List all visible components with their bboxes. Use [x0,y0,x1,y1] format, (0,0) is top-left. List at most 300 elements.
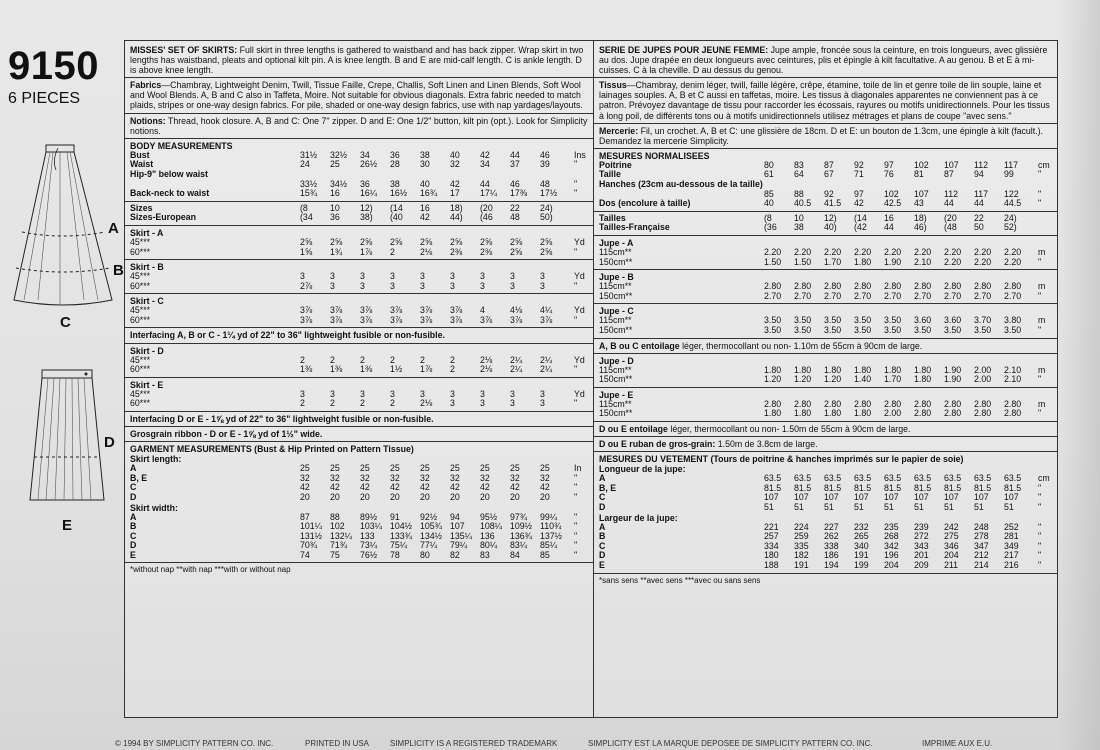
en-yardage-abc [130,228,588,329]
unit: " [1038,532,1042,542]
size-value: 191 [794,560,809,570]
size-value: 20 [540,492,550,502]
size-value [330,170,360,180]
size-value: 3⅞ [420,306,433,316]
measurement-row [130,238,592,248]
size-value: 1¾ [330,247,343,257]
size-value: 51 [824,503,834,512]
size-value: 1.50 [764,257,782,267]
en-sizes-table [130,204,592,223]
size-value: 180 [764,551,779,561]
measurement-row [599,542,1056,552]
size-value: 1½ [390,365,403,375]
size-value: 16¾ [420,189,438,199]
size-value: 1.80 [914,375,932,385]
skirt-yardage-table [599,400,1056,419]
size-value [824,180,854,190]
size-value: 102 [914,160,929,170]
envelope-edge-shadow [1058,0,1100,750]
size-value: 275 [944,532,959,542]
size-value: 17⅜ [510,189,528,199]
measurement-row [599,484,1056,494]
size-value: 107 [450,522,465,532]
size-value: 30 [420,160,430,170]
size-value: (42 [854,223,867,233]
size-value: 18) [450,203,463,213]
size-value: 97 [884,160,894,170]
size-value [974,180,1004,190]
size-value: 3 [480,272,485,282]
size-value: 107 [1004,493,1019,503]
size-value: 3⅞ [450,306,463,316]
size-value: 77¼ [420,541,438,551]
size-value: 80 [764,160,774,170]
fr-body-measurements-title: MESURES NORMALISEES [599,150,710,161]
size-value: 3⅞ [480,315,493,325]
unit [1034,214,1056,224]
size-value: 3 [510,399,515,409]
size-value: 2.10 [1004,375,1022,385]
unit: " [574,483,578,493]
measurement-row [130,541,592,551]
row-label: Hanches (23cm au-dessous de la taille) [599,180,763,190]
size-value: 209 [914,560,929,570]
measurement-row [130,365,592,375]
skirt-yardage-title: Jupe - B [599,272,634,283]
size-value: 81.5 [794,483,812,493]
size-value: 1.80 [824,365,842,375]
size-value: 262 [824,532,839,542]
size-value [914,180,944,190]
size-value: 50 [974,223,984,233]
size-value: 42 [510,483,520,493]
size-value: 3 [360,281,365,291]
row-label: 60*** [130,365,151,375]
skirt-yardage-title: Jupe - C [599,306,634,317]
size-value: 4 [480,306,485,316]
size-value: 32 [480,473,490,483]
skirt-yardage-table [599,282,1056,301]
size-value: 48 [540,179,550,189]
size-value: 107 [944,160,959,170]
size-value: 3.50 [824,325,842,335]
size-value: 63.5 [1004,474,1022,484]
measurement-row [130,180,592,190]
en-interfacing-de: Interfacing D or E - 1⅝ yd of 22" to 36" lightweight fusible or non-fusible. [130,413,434,424]
unit: " [1038,199,1042,209]
fr-yardage-abc [599,238,1052,339]
unit: " [1038,503,1042,512]
size-value: 32 [330,473,340,483]
size-value: 2.80 [914,399,932,409]
unit: In [574,464,582,474]
size-value: 44 [944,199,954,209]
skirt-yardage-table [130,356,592,375]
row-label [599,190,764,200]
unit: " [574,522,578,532]
size-value: 63.5 [764,474,782,484]
size-value: 51 [1004,503,1014,512]
size-value: 3 [390,389,395,399]
size-value: 40 [764,199,774,209]
skirt-yardage-title: Jupe - D [599,355,634,366]
size-value: 1.70 [824,257,842,267]
unit: " [574,541,578,551]
unit: Yd [574,389,585,399]
size-value: 12) [360,203,373,213]
size-value: 3.50 [1004,325,1022,335]
size-value: 25 [360,464,370,474]
size-value: 87 [824,160,834,170]
size-value: 2.20 [1004,248,1022,257]
fr-yardage-de [599,356,1052,422]
measurement-row [599,366,1056,376]
size-value: 3 [300,389,305,399]
size-value: 2.20 [764,248,782,257]
size-value: 1.70 [884,375,902,385]
size-value: 232 [854,522,869,532]
measurement-row [599,292,1056,302]
size-value: 268 [884,532,899,542]
size-value: 22 [974,213,984,223]
size-value: 3.50 [854,325,872,335]
size-value: 83 [480,550,490,560]
size-value: 25 [450,464,460,474]
size-value: 36 [330,213,340,223]
footer-copyright: © 1994 BY SIMPLICITY PATTERN CO. INC. [115,739,274,748]
size-value: (20 [480,203,493,213]
size-value: 10 [794,213,804,223]
measurement-row [599,316,1056,326]
measurement-row [130,213,592,223]
size-value: 99¼ [540,512,558,522]
size-value: 3 [510,272,515,282]
size-value: 87 [944,170,954,180]
skirt-yardage-table [130,390,592,409]
unit: " [574,512,578,522]
size-value: 3 [510,389,515,399]
size-value: 83 [794,160,804,170]
size-value: 71 [854,170,864,180]
unit: " [1038,493,1042,503]
size-value: 3.60 [944,316,962,326]
unit: " [1038,522,1042,532]
row-label: Hip-9" below waist [130,169,208,179]
footer-printed: PRINTED IN USA [305,739,370,748]
measurement-row [599,258,1056,268]
size-value: 278 [974,532,989,542]
size-value: 3⅞ [390,306,403,316]
measurement-row [599,326,1056,336]
en-length-table [130,464,592,502]
size-value: 204 [944,551,959,561]
size-value: 2⅜ [480,247,493,257]
size-value: 347 [974,541,989,551]
size-value: 2.80 [884,282,902,292]
size-value: 224 [794,522,809,532]
measurement-row [130,493,592,503]
size-value: 2⅝ [510,247,523,257]
size-value: (14 [854,213,867,223]
footer-trademark: SIMPLICITY IS A REGISTERED TRADEMARK [390,739,558,748]
size-value: 2.20 [944,257,962,267]
size-value: 85 [540,550,550,560]
size-value: 2⅝ [360,237,373,247]
measurement-row [130,282,592,292]
size-value: 44) [450,213,463,223]
size-value: 3 [420,389,425,399]
en-notions: Notions: Thread, hook closure. A, B and C: One 7" zipper. D and E: One 1/2" button, kilt pin (opt.). Look for Simplicity notions. [130,115,588,136]
size-value: 2.70 [764,291,782,301]
size-value: 63.5 [854,474,872,484]
size-value: 2⅝ [300,237,313,247]
size-value: 38 [420,150,430,160]
size-value: 64 [794,170,804,180]
unit: " [1038,541,1042,551]
measurement-row [599,180,1056,190]
size-value: 1.40 [854,375,872,385]
size-value: 38 [794,223,804,233]
fr-length-table [599,474,1056,512]
size-value: 217 [1004,551,1019,561]
row-label: A [130,464,137,474]
view-letter-e: E [62,517,73,534]
unit: Yd [574,272,585,282]
size-value: 74 [300,550,310,560]
size-value: 2 [300,355,305,365]
size-value: 252 [1004,522,1019,532]
row-label: C [130,483,137,493]
size-value: (8 [300,203,308,213]
size-value: 2.80 [824,399,842,409]
size-value: 1⅜ [300,365,313,375]
size-value: 107 [884,493,899,503]
measurement-row [599,375,1056,385]
size-value: 81.5 [1004,483,1022,493]
size-value: 2⅝ [480,237,493,247]
size-value: 32 [360,473,370,483]
size-value: 20 [510,492,520,502]
size-value: (46 [480,213,493,223]
size-value: 51 [764,503,774,512]
measurement-row [599,503,1056,513]
size-value: 338 [824,541,839,551]
size-value: 2.20 [974,257,992,267]
size-value: 76½ [360,550,378,560]
size-value: 20 [360,492,370,502]
size-value: 75 [330,550,340,560]
size-value: 4⅛ [510,306,523,316]
size-value: 73¼ [360,541,378,551]
size-value: 135¼ [450,531,473,541]
size-value: 20 [450,492,460,502]
size-value: 2.80 [884,399,902,409]
unit: " [574,281,578,291]
size-value: 201 [914,551,929,561]
size-value: 39 [540,160,550,170]
size-value: 42 [390,483,400,493]
unit [1034,223,1056,233]
row-label: Tailles [599,213,626,223]
size-value: 1.80 [794,409,812,419]
size-value: 2.70 [944,291,962,301]
size-value: 2.80 [1004,399,1022,409]
size-value [510,170,540,180]
size-value: 2.70 [824,291,842,301]
size-value: 107 [824,493,839,503]
size-value: 46) [914,223,927,233]
row-label: 60*** [130,315,151,325]
size-value: 42 [360,483,370,493]
size-value: 1.80 [884,365,902,375]
size-value: 25 [480,464,490,474]
size-value: 42 [450,483,460,493]
size-value: 75¼ [390,541,408,551]
size-value: 1.80 [854,365,872,375]
size-value: (36 [764,223,777,233]
unit: " [1038,257,1042,267]
en-fabrics: Fabrics—Chambray, Lightweight Denim, Twill, Tissue Faille, Crepe, Challis, Soft Linen and Linen Blends, Soft Wool and Wool Blends. A, B and C also in Taffeta, Moire. Not suitable for obvious diagonals. Extra fabric needed to match plaids, stripes or one-way design fabrics. For pile, shaded or one-way design fabrics, use with nap yardages/layouts. [130,80,583,111]
unit: " [574,399,578,409]
size-value: 42 [480,150,490,160]
size-value: 109½ [510,522,533,532]
size-value: 2⅛ [420,399,433,409]
size-value: 204 [884,560,899,570]
size-value: 40) [824,223,837,233]
size-value: 2.80 [944,409,962,419]
unit: " [574,315,578,325]
en-yardage-de [130,346,588,412]
fr-body-table [599,161,1056,209]
unit [1034,180,1056,190]
unit: m [1038,316,1046,326]
size-value: 3 [540,399,545,409]
size-value: 20 [300,492,310,502]
size-value: 2.20 [974,248,992,257]
size-value: 97 [854,189,864,199]
measurement-row [599,532,1056,542]
size-value: 32 [390,473,400,483]
size-value: 3.70 [974,316,992,326]
size-value: 3⅞ [300,306,313,316]
size-value: 42 [450,179,460,189]
size-value: 16 [884,213,894,223]
size-value: 40 [420,179,430,189]
size-value: 1.20 [794,375,812,385]
size-value: 1⅜ [360,365,373,375]
measurement-row [599,400,1056,410]
size-value: 80¼ [480,541,498,551]
row-label: Poitrine [599,160,632,170]
size-value: 3.50 [854,316,872,326]
size-value: 3.50 [794,316,812,326]
size-value: 342 [884,541,899,551]
row-label: E [599,560,605,570]
size-value: 2.00 [974,375,992,385]
size-value: 42.5 [884,199,902,209]
size-value: 107 [914,189,929,199]
row-label: 115cm** [599,365,632,375]
size-value: 16¼ [360,189,378,199]
size-value: 110¾ [540,522,562,532]
size-value: 15¾ [300,189,318,199]
size-value: (14 [390,203,403,213]
fr-fabrics: Tissus—Chambray, denim léger, twill, faille légère, crêpe, étamine, toile de lin et genre toile de lin souple, laine et lainages souples. A, B et C aussi en taffetas, moire. Les tissus à diagonales apparentes ne conviennent pas à ce patron. Prévoyez davantage de tissu pour raccorder les écossais, rayures ou motifs unidirectionnels. Pour les tissus à long poil, de différents tons ou à motifs unidirectionnels utilisez métrages et plans de coupe "avec sens." [599,80,1050,121]
view-letter-c: C [60,314,71,331]
unit: " [574,473,578,483]
size-value: 2.10 [914,257,932,267]
size-value: 1.80 [794,365,812,375]
size-value: 214 [974,560,989,570]
size-value: 1.80 [764,409,782,419]
size-value: 2⅝ [420,237,433,247]
size-value: 17 [450,189,460,199]
size-value: 42 [300,483,310,493]
size-value: 89½ [360,512,378,522]
size-value: 3⅞ [420,315,433,325]
size-value: 94 [450,512,460,522]
size-value: 25 [510,464,520,474]
size-value: 3 [330,272,335,282]
size-value: 81.5 [974,483,992,493]
row-label: Waist [130,160,154,170]
size-value: 107 [914,493,929,503]
size-value: 1.80 [824,409,842,419]
size-value: 2.70 [854,291,872,301]
footer-fr-mark: SIMPLICITY EST LA MARQUE DEPOSEE DE SIMPLICITY PATTERN CO. INC. [588,739,873,748]
size-value: 2.00 [974,365,992,375]
row-label: A [130,512,137,522]
size-value: 3 [480,399,485,409]
size-value: 20 [420,492,430,502]
size-value: 2 [330,399,335,409]
size-value: 235 [884,522,899,532]
size-value: 24 [300,160,310,170]
size-value: 242 [944,522,959,532]
size-value: 85¼ [540,541,558,551]
size-value: 80 [420,550,430,560]
unit: Yd [574,306,585,316]
fr-interfacing-abc: A, B ou C entoilage léger, thermocollant ou non- 1.10m de 55cm à 90cm de large. [599,340,923,351]
size-value: 17½ [540,189,558,199]
size-value: 2⅝ [540,237,553,247]
measurement-row [130,189,592,199]
size-value: 83¼ [510,541,528,551]
size-value: 81.5 [824,483,842,493]
size-value: 82 [450,550,460,560]
size-value: 16½ [390,189,408,199]
size-value: 81 [914,170,924,180]
size-value: 3 [450,272,455,282]
size-value: 227 [824,522,839,532]
size-value: (20 [944,213,957,223]
measurement-row [130,513,592,523]
size-value: 3 [540,272,545,282]
size-value: 3⅞ [390,315,403,325]
size-value: 196 [884,551,899,561]
size-value: 44.5 [1004,199,1022,209]
size-value: 2.70 [1004,291,1022,301]
size-value: 2.70 [914,291,932,301]
size-value: 3 [450,399,455,409]
size-value: 81.5 [944,483,962,493]
size-value: 24) [1004,213,1017,223]
view-letter-b: B [113,262,124,279]
size-value [944,180,974,190]
en-interfacing-abc: Interfacing A, B or C - 1¼ yd of 22" to 36" lightweight fusible or non-fusible. [130,330,445,341]
size-value: 212 [974,551,989,561]
row-label: C [599,541,606,551]
